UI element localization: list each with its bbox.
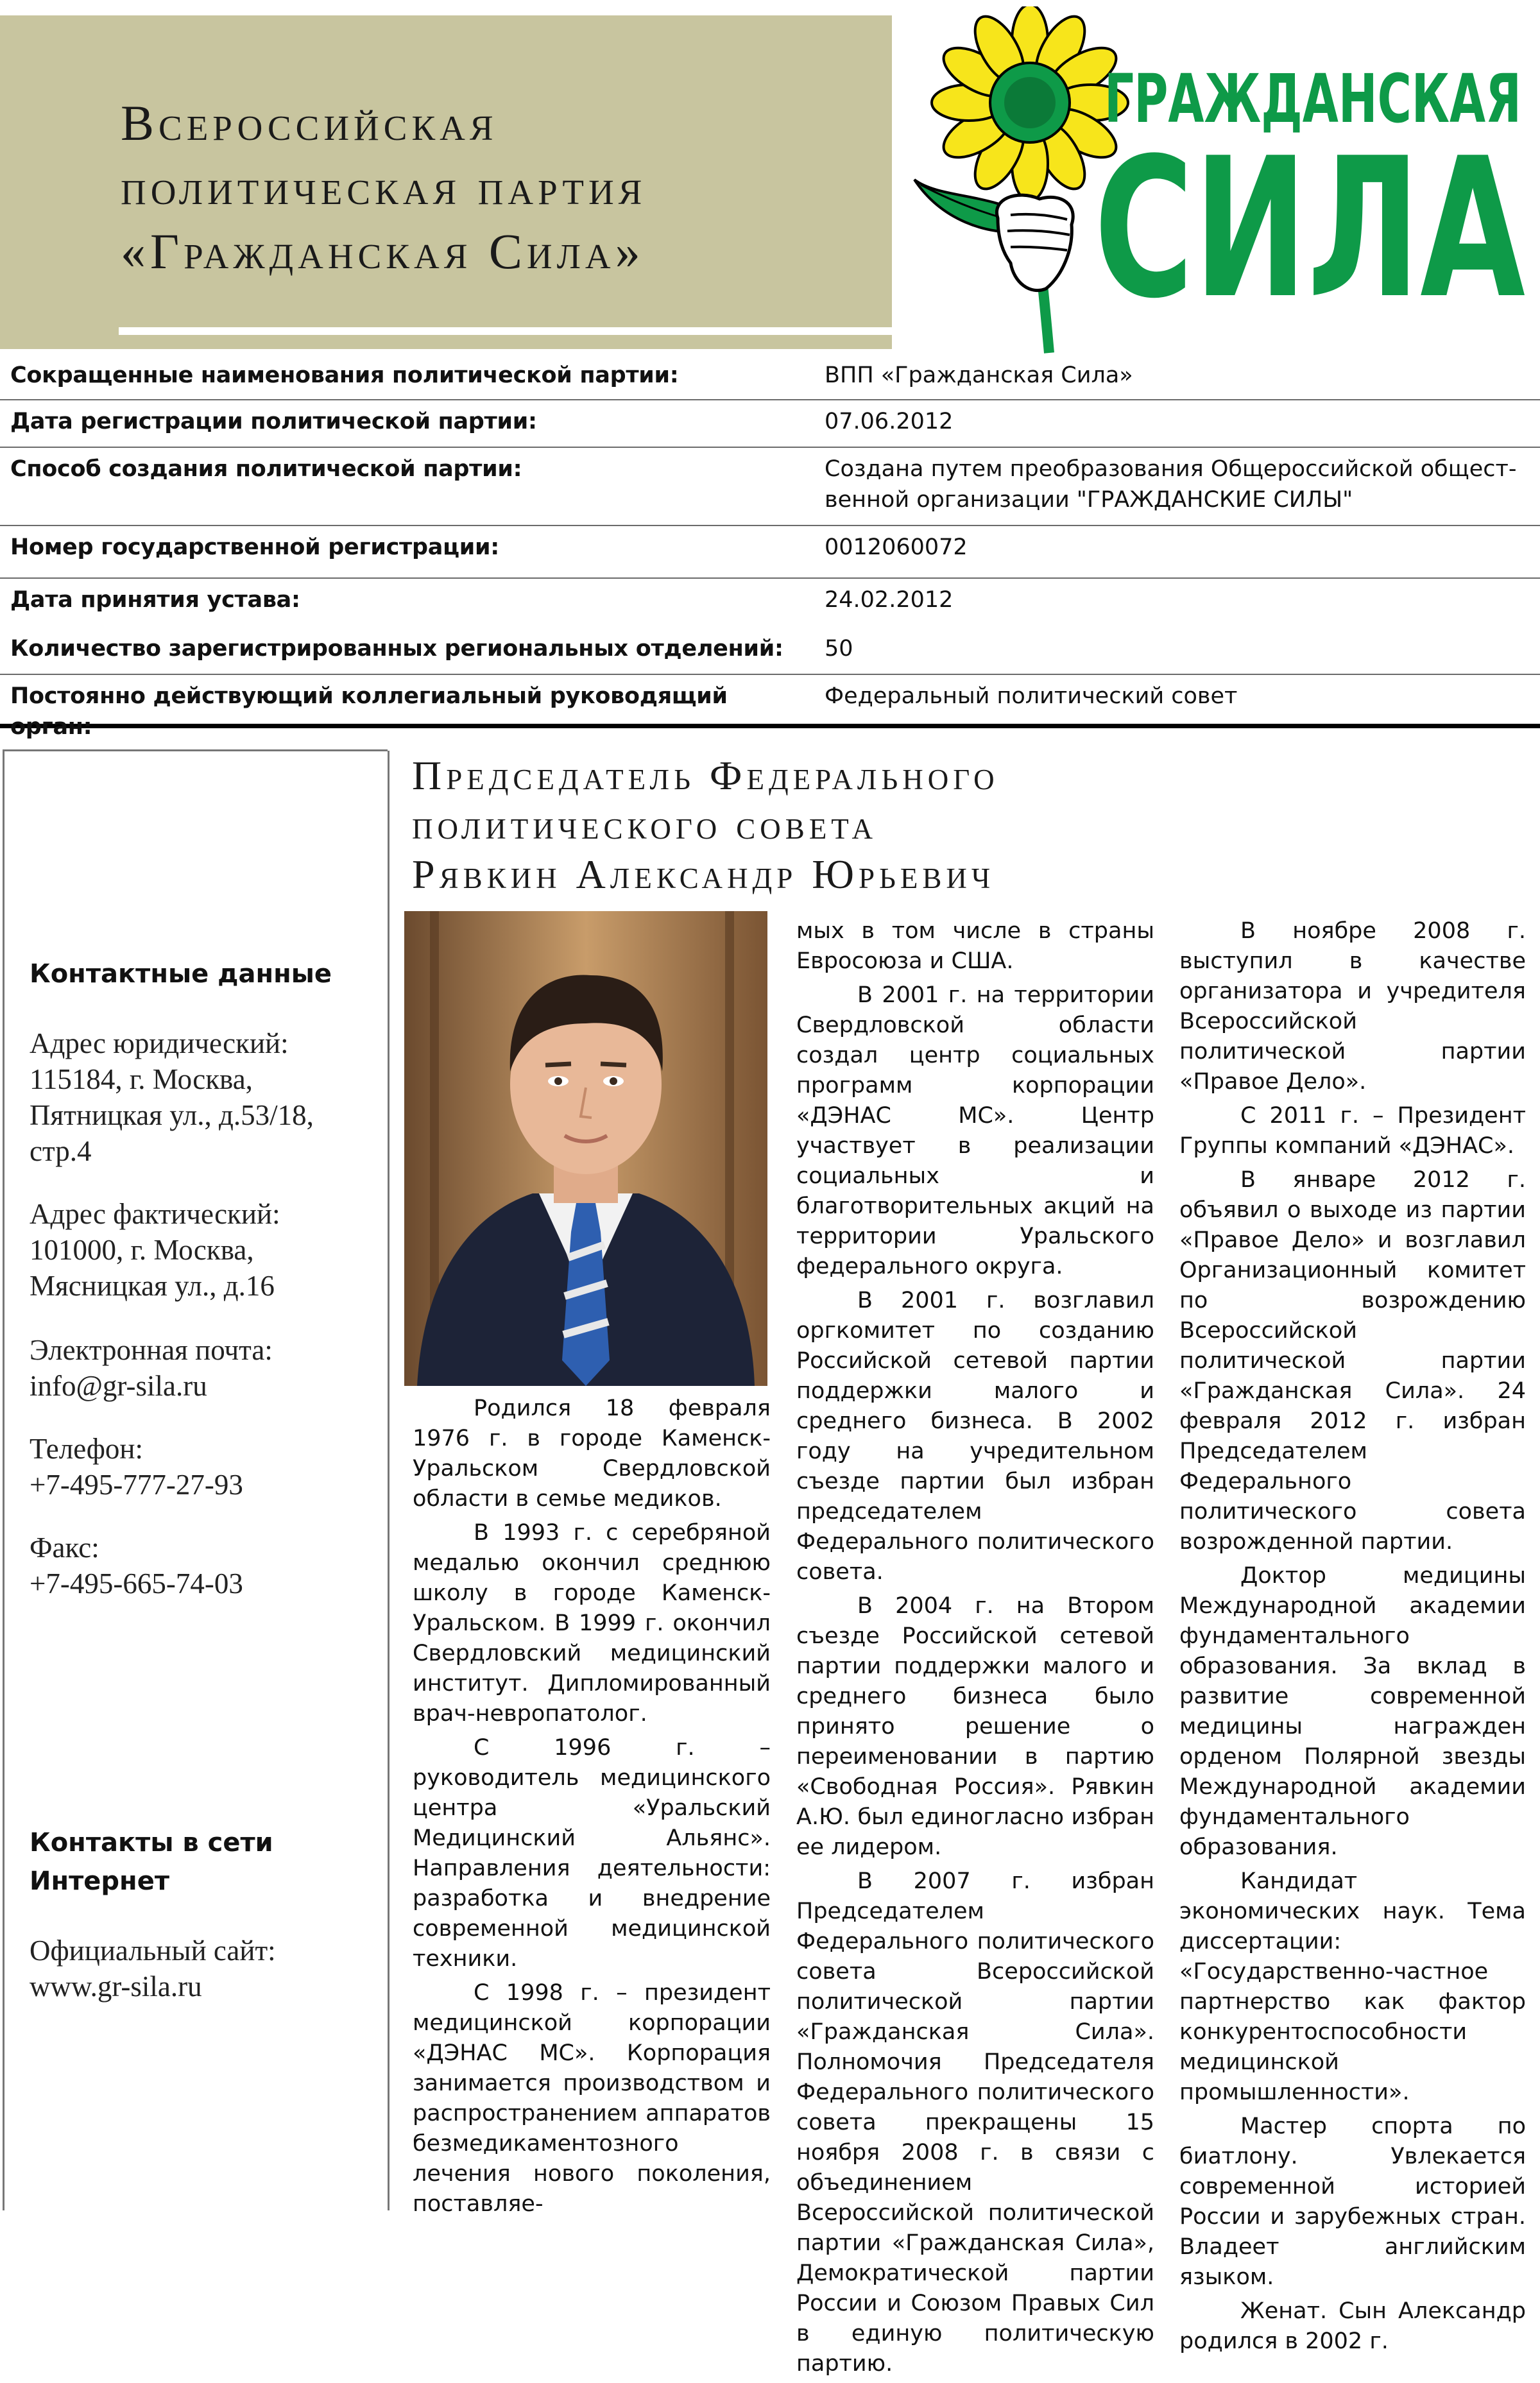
- chairman-photo: [404, 911, 767, 1386]
- phone-block: [30, 1431, 376, 1503]
- fax-value: +7-495-665-74-03: [30, 1567, 243, 1600]
- party-title-line: политическая партия: [121, 159, 647, 215]
- chairman-heading-line: Рявкин Александр Юрьевич: [412, 851, 995, 897]
- info-key: Номер государственной регистрации:: [10, 534, 499, 560]
- chairman-heading-line: политического совета: [412, 802, 878, 848]
- info-value: Создана путем преобразования Общероссийской общест-венной организации "ГРАЖДАНСКИЕ СИЛЫ": [825, 456, 1517, 513]
- info-value: 07.06.2012: [825, 409, 954, 434]
- party-logo: [902, 6, 1540, 358]
- info-value: 50: [825, 636, 853, 662]
- info-key: Дата регистрации политической партии:: [10, 409, 537, 434]
- title-underline: [119, 327, 892, 335]
- info-row: [0, 526, 1540, 579]
- bio-paragraph: Кандидат экономических наук. Тема диссертации: «Государственно-частное партнерство как фактор конкурентоспособности медицинской промышленности».: [1179, 1868, 1526, 2105]
- phone-label: Телефон:: [30, 1433, 143, 1465]
- bio-paragraph: В 2007 г. избран Председателем Федерального политического совета Всероссийской политической партии «Гражданская Сила». Полномочия Председателя Федерального политического совета прекращены 15 ноября 2008 г. в связи с объединением Всероссийской политической партии «Гражданская Сила», Демократической партии России и Союзом Правых Сил в единую политическую партию.: [796, 1868, 1154, 2377]
- info-row: [0, 354, 1540, 400]
- bio-paragraph: В январе 2012 г. объявил о выходе из партии «Правое Дело» и возглавил Организационный комитет по возрождению Всероссийской политической партии «Гражданская Сила». 24 февраля 2012 г. избран Председателем Федерального политического совета возрожденной партии.: [1179, 1167, 1526, 1555]
- internet-heading: Контакты в сети Интернет: [30, 1828, 273, 1896]
- actual-address-label: Адрес фактический:: [30, 1198, 280, 1230]
- actual-address-value: 101000, г. Москва, Мясницкая ул., д.16: [30, 1234, 275, 1302]
- info-key: Способ создания политической партии:: [10, 456, 522, 482]
- info-row: [0, 579, 1540, 628]
- email-label: Электронная почта:: [30, 1334, 273, 1366]
- legal-address-value: 115184, г. Москва, Пятницкая ул., д.53/18, стр.4: [30, 1063, 314, 1167]
- actual-address: [30, 1196, 376, 1304]
- bio-paragraph: С 2011 г. – Президент Группы компаний «ДЭНАС».: [1179, 1103, 1526, 1159]
- site-label: Официальный сайт:: [30, 1935, 276, 1967]
- party-info-table: [0, 354, 1540, 740]
- bio-column-2: [796, 916, 1154, 2383]
- party-title-line: Всероссийская: [121, 95, 498, 151]
- info-key: Количество зарегистрированных региональных отделений:: [10, 636, 783, 662]
- party-title-line: «Гражданская Сила»: [121, 223, 645, 279]
- info-row: [0, 628, 1540, 675]
- fax-block: [30, 1530, 376, 1601]
- info-key: Сокращенные наименования политической партии:: [10, 363, 679, 388]
- logo-text-bottom: СИЛА: [1094, 117, 1527, 341]
- bio-paragraph: Доктор медицины Международной академии фундаментального образования. За вклад в развитие современной медицины награжден орденом Полярной звезды Международной академии фундаментального образования.: [1179, 1563, 1526, 1860]
- info-key: Постоянно действующий коллегиальный руководящий орган:: [10, 683, 728, 740]
- contacts-heading: Контактные данные: [30, 959, 332, 989]
- bio-paragraph: В 2001 г. возглавил оргкомитет по созданию Российской сетевой партии поддержки малого и среднего бизнеса. В 2002 году на учредительном съезде партии был избран председателем Федерального политического совета.: [796, 1288, 1154, 1585]
- chairman-heading-line: Председатель Федерального: [412, 753, 999, 798]
- logo-text-top: ГРАЖДАНСКАЯ: [1104, 60, 1521, 138]
- info-row: [0, 448, 1540, 526]
- info-value: 0012060072: [825, 534, 968, 560]
- info-row: [0, 675, 1540, 740]
- bio-paragraph: С 1998 г. – президент медицинской корпорации «ДЭНАС МС». Корпорация занимается производством и распространением аппаратов безмедикаментозного лечения нового поколения, поставляе-: [413, 1980, 771, 2217]
- bio-paragraph: Родился 18 февраля 1976 г. в городе Каменск-Уральском Свердловской области в семье медиков.: [413, 1396, 771, 1512]
- title-banner: [0, 15, 892, 349]
- bio-paragraph: С 1996 г. – руководитель медицинского центра «Уральский Медицинский Альянс». Направления деятельности: разработка и внедрение современной медицинской техники.: [413, 1735, 771, 1972]
- info-value: 24.02.2012: [825, 587, 954, 613]
- phone-value: +7-495-777-27-93: [30, 1469, 243, 1501]
- legal-address-label: Адрес юридический:: [30, 1027, 289, 1059]
- email-link[interactable]: info@gr-sila.ru: [30, 1370, 207, 1402]
- legal-address: [30, 1025, 376, 1169]
- bio-paragraph: В 2001 г. на территории Свердловской области создал центр социальных программ корпорации «ДЭНАС МС». Центр участвует в реализации социальных и благотворительных акций на территории Уральского федерального округа.: [796, 982, 1154, 1279]
- info-row: [0, 400, 1540, 448]
- fax-label: Факс:: [30, 1532, 99, 1564]
- site-block: [30, 1933, 376, 2004]
- info-value: Федеральный политический совет: [825, 683, 1238, 709]
- bio-paragraph: В ноябре 2008 г. выступил в качестве организатора и учредителя Всероссийской политической партии «Правое Дело».: [1179, 918, 1526, 1095]
- site-link[interactable]: www.gr-sila.ru: [30, 1970, 202, 2003]
- bio-paragraph: В 2004 г. на Втором съезде Российской сетевой партии поддержки малого и среднего бизнеса было принято решение о переименовании в партию «Свободная Россия». Рявкин А.Ю. был единогласно избран ее лидером.: [796, 1593, 1154, 1860]
- divider: [388, 751, 389, 2210]
- bio-column-3: [1179, 916, 1526, 2361]
- info-key: Дата принятия устава:: [10, 587, 300, 613]
- divider: [3, 749, 388, 751]
- chairman-heading: [412, 751, 1528, 899]
- divider: [3, 751, 4, 2210]
- bio-paragraph: мых в том числе в страны Евросоюза и США.: [796, 918, 1154, 974]
- bio-paragraph: Женат. Сын Александр родился в 2002 г.: [1179, 2298, 1526, 2354]
- info-value: ВПП «Гражданская Сила»: [825, 363, 1133, 388]
- email-block: [30, 1332, 376, 1404]
- party-title: [121, 91, 878, 284]
- bio-paragraph: В 1993 г. с серебряной медалью окончил среднюю школу в городе Каменск-Уральском. В 1999 г. окончил Свердловский медицинский институт. Дипломированный врач-невропатолог.: [413, 1520, 771, 1727]
- bio-column-1: [413, 1394, 771, 2223]
- bio-paragraph: Мастер спорта по биатлону. Увлекается современной историей России и зарубежных стран. Владеет английским языком.: [1179, 2114, 1526, 2290]
